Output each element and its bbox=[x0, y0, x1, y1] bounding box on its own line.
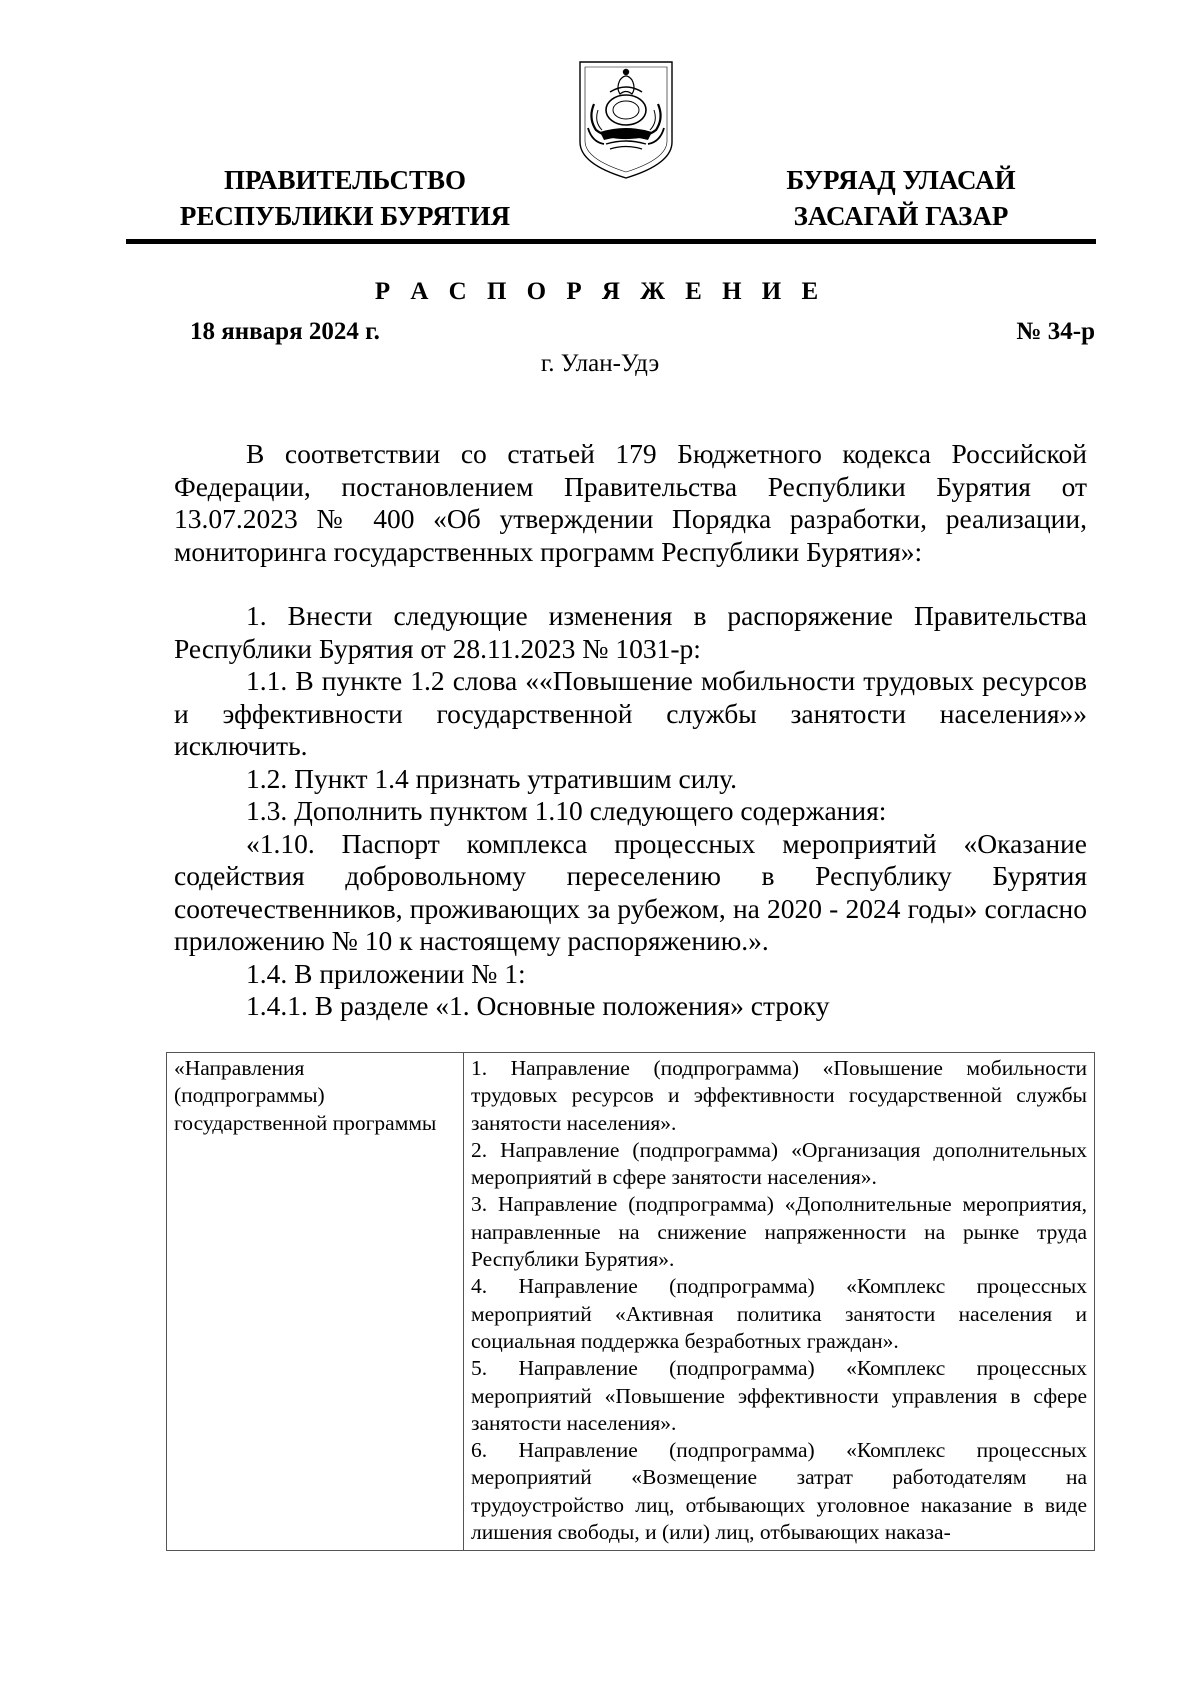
table-item: 2. Направление (подпрограмма) «Организация дополнительных мероприятий в сфере занятости населения». bbox=[471, 1137, 1087, 1190]
issuer-name-russian bbox=[150, 162, 540, 234]
issuer-name-buryat bbox=[736, 162, 1066, 234]
table-item: 6. Направление (подпрограмма) «Комплекс процессных мероприятий «Возмещение затрат работодателям на трудоустройство лиц, отбывающих уголовное наказание в виде лишения свободы, и (или) лиц, отбывающих наказа- bbox=[471, 1438, 1087, 1545]
issuer-name-buryat-line2: ЗАСАГАЙ ГАЗАР bbox=[793, 201, 1009, 231]
document-date: 18 января 2024 г. bbox=[190, 318, 380, 345]
table-item: 3. Направление (подпрограмма) «Дополнительные мероприятия, направленные на снижение напряженности на рынке труда Республики Бурятия». bbox=[471, 1192, 1087, 1272]
document-type: Р А С П О Р Я Ж Е Н И Е bbox=[374, 278, 826, 305]
table-items-cell bbox=[464, 1053, 1095, 1551]
document-city: г. Улан-Удэ bbox=[540, 350, 660, 377]
body-paragraph: 1.2. Пункт 1.4 признать утратившим силу. bbox=[246, 762, 738, 794]
coat-of-arms-icon bbox=[576, 58, 676, 180]
table-item: 1. Направление (подпрограмма) «Повышение мобильности трудовых ресурсов и эффективности государственной службы занятости населения». bbox=[471, 1056, 1087, 1135]
table-item: 4. Направление (подпрограмма) «Комплекс процессных мероприятий «Активная политика занятости населения и социальная поддержка безработных граждан». bbox=[471, 1274, 1087, 1353]
header-divider bbox=[126, 239, 1096, 244]
body-paragraph: 1.4.1. В разделе «1. Основные положения» строку bbox=[246, 990, 830, 1021]
table-row bbox=[167, 1053, 1095, 1551]
body-paragraph: 1.3. Дополнить пунктом 1.10 следующего содержания: bbox=[246, 795, 887, 826]
table-label-cell: «Направления (подпрограммы) государственной программы bbox=[167, 1053, 464, 1551]
document-body bbox=[174, 438, 1087, 1023]
body-paragraph: 1.4. В приложении № 1: bbox=[246, 957, 526, 989]
issuer-name-buryat-line1: БУРЯАД УЛАСАЙ bbox=[786, 165, 1016, 195]
issuer-name-russian-line1: ПРАВИТЕЛЬСТВО bbox=[223, 165, 467, 195]
body-paragraph: «1.10. Паспорт комплекса процессных мероприятий «Оказание содействия добровольному переселению в Республику Бурятия соотечественников, проживающих за рубежом, на 2020 - 2024 годы» согласно приложению № 10 к настоящему распоряжению.». bbox=[174, 827, 1087, 956]
preamble-paragraph: В соответствии со статьей 179 Бюджетного кодекса Российской Федерации, постановлением Правительства Республики Бурятия от 13.07.2023 № 400 «Об утверждении Порядка разработки, реализации, мониторинга государственных программ Республики Бурятия»: bbox=[174, 438, 1087, 567]
body-paragraph: 1.1. В пункте 1.2 слова ««Повышение мобильности трудовых ресурсов и эффективности государственной службы занятости населения»» исключить. bbox=[174, 665, 1087, 761]
program-directions-table bbox=[166, 1052, 1095, 1551]
body-paragraph: 1. Внести следующие изменения в распоряжение Правительства Республики Бурятия от 28.11.2023 № 1031-р: bbox=[174, 600, 1087, 664]
table-item: 5. Направление (подпрограмма) «Комплекс процессных мероприятий «Повышение эффективности управления в сфере занятости населения». bbox=[471, 1356, 1087, 1435]
issuer-name-russian-line2: РЕСПУБЛИКИ БУРЯТИЯ bbox=[179, 201, 511, 231]
document-number: № 34-р bbox=[1016, 318, 1095, 345]
